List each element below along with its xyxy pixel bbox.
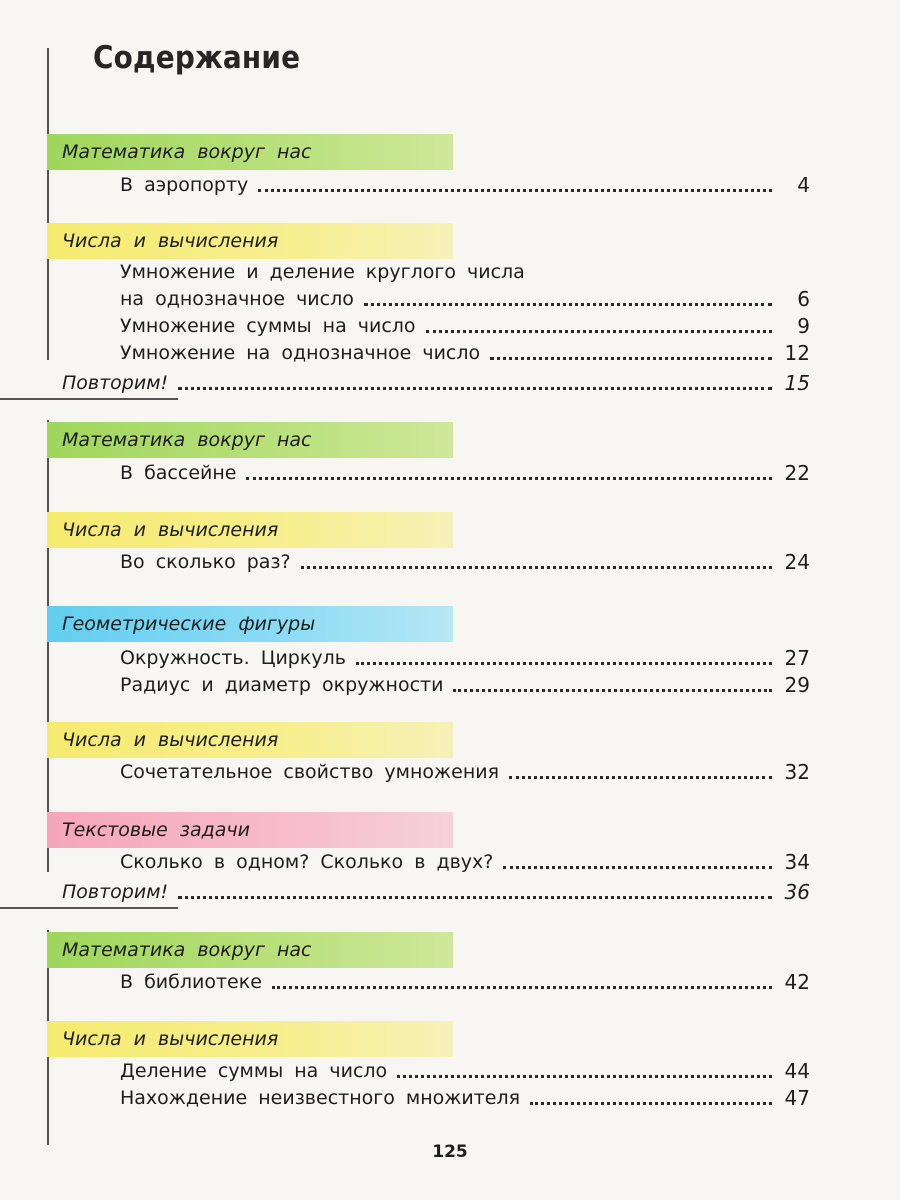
toc-entry[interactable] bbox=[120, 645, 810, 671]
toc-entry-review[interactable] bbox=[62, 370, 810, 396]
toc-entry-page: 44 bbox=[784, 1059, 810, 1083]
page-number: 125 bbox=[432, 1142, 468, 1162]
toc-entry-title: Окружность. Циркуль bbox=[120, 647, 346, 669]
section-header-numbers: Числа и вычисления bbox=[47, 1021, 453, 1057]
toc-entry[interactable] bbox=[120, 460, 810, 486]
dot-leader bbox=[426, 330, 772, 333]
toc-entry-title: Сколько в одном? Сколько в двух? bbox=[120, 851, 494, 873]
section-header-numbers: Числа и вычисления bbox=[47, 512, 453, 548]
dot-leader bbox=[301, 566, 772, 569]
toc-entry-title: Деление суммы на число bbox=[120, 1060, 388, 1082]
dot-leader bbox=[397, 1075, 772, 1078]
toc-entry-page: 9 bbox=[797, 314, 810, 338]
review-rule bbox=[0, 398, 178, 400]
toc-entry-title: Сочетательное свойство умножения bbox=[120, 761, 500, 783]
toc-entry-title: Нахождение неизвестного множителя bbox=[120, 1087, 521, 1109]
review-rule bbox=[0, 907, 178, 909]
section-header-numbers: Числа и вычисления bbox=[47, 223, 453, 259]
toc-entry[interactable] bbox=[120, 759, 810, 785]
toc-entry-title: Умножение и деление круглого числа bbox=[120, 261, 525, 283]
dot-leader bbox=[178, 896, 772, 899]
toc-entry-title: Умножение суммы на число bbox=[120, 315, 416, 337]
dot-leader bbox=[530, 1102, 772, 1105]
section-header-word-problems: Текстовые задачи bbox=[47, 812, 453, 848]
toc-entry[interactable] bbox=[120, 1058, 810, 1084]
toc-entry-title: В бассейне bbox=[120, 462, 237, 484]
toc-entry-page: 24 bbox=[784, 550, 810, 574]
dot-leader bbox=[490, 357, 772, 360]
toc-entry[interactable] bbox=[120, 313, 810, 339]
dot-leader bbox=[246, 477, 772, 480]
dot-leader bbox=[272, 986, 772, 989]
toc-entry-page: 47 bbox=[784, 1086, 810, 1110]
dot-leader bbox=[503, 866, 772, 869]
toc-entry-title: Во сколько раз? bbox=[120, 551, 291, 573]
toc-entry[interactable] bbox=[120, 969, 810, 995]
toc-entry[interactable] bbox=[120, 340, 810, 366]
toc-entry-page: 34 bbox=[784, 850, 810, 874]
toc-entry[interactable] bbox=[120, 549, 810, 575]
toc-entry-title: В аэропорту bbox=[120, 174, 249, 196]
section-header-math-around: Математика вокруг нас bbox=[47, 422, 453, 458]
toc-entry-page: 4 bbox=[797, 173, 810, 197]
toc-entry[interactable] bbox=[120, 286, 810, 312]
dot-leader bbox=[178, 387, 772, 390]
toc-entry-title: Радиус и диаметр окружности bbox=[120, 674, 444, 696]
toc-entry-page: 27 bbox=[784, 646, 810, 670]
toc-entry[interactable] bbox=[120, 1085, 810, 1111]
section-header-numbers: Числа и вычисления bbox=[47, 722, 453, 758]
dot-leader bbox=[258, 189, 772, 192]
toc-entry-review[interactable] bbox=[62, 879, 810, 905]
toc-entry-page: 42 bbox=[784, 970, 810, 994]
dot-leader bbox=[364, 303, 772, 306]
toc-entry[interactable] bbox=[120, 172, 810, 198]
toc-entry-title: Повторим! bbox=[62, 372, 169, 394]
toc-entry-page: 22 bbox=[784, 461, 810, 485]
toc-entry-page: 36 bbox=[784, 880, 810, 904]
section-header-math-around: Математика вокруг нас bbox=[47, 134, 453, 170]
toc-entry-line1[interactable] bbox=[120, 259, 810, 285]
left-rule-2 bbox=[47, 420, 49, 872]
page-title: Содержание bbox=[93, 40, 301, 76]
toc-entry-page: 29 bbox=[784, 673, 810, 697]
toc-entry-page: 32 bbox=[784, 760, 810, 784]
section-header-geometry: Геометрические фигуры bbox=[47, 606, 453, 642]
toc-entry-page: 12 bbox=[784, 341, 810, 365]
section-header-math-around: Математика вокруг нас bbox=[47, 932, 453, 968]
toc-entry-page: 15 bbox=[784, 371, 810, 395]
toc-entry-title: на однозначное число bbox=[120, 288, 354, 310]
toc-entry-title: В библиотеке bbox=[120, 971, 262, 993]
toc-entry-title: Умножение на однозначное число bbox=[120, 342, 481, 364]
dot-leader bbox=[509, 776, 772, 779]
toc-entry-page: 6 bbox=[797, 287, 810, 311]
dot-leader bbox=[453, 689, 772, 692]
toc-entry-title: Повторим! bbox=[62, 881, 169, 903]
left-rule-1 bbox=[47, 48, 49, 360]
toc-entry[interactable] bbox=[120, 849, 810, 875]
dot-leader bbox=[356, 662, 772, 665]
toc-entry[interactable] bbox=[120, 672, 810, 698]
